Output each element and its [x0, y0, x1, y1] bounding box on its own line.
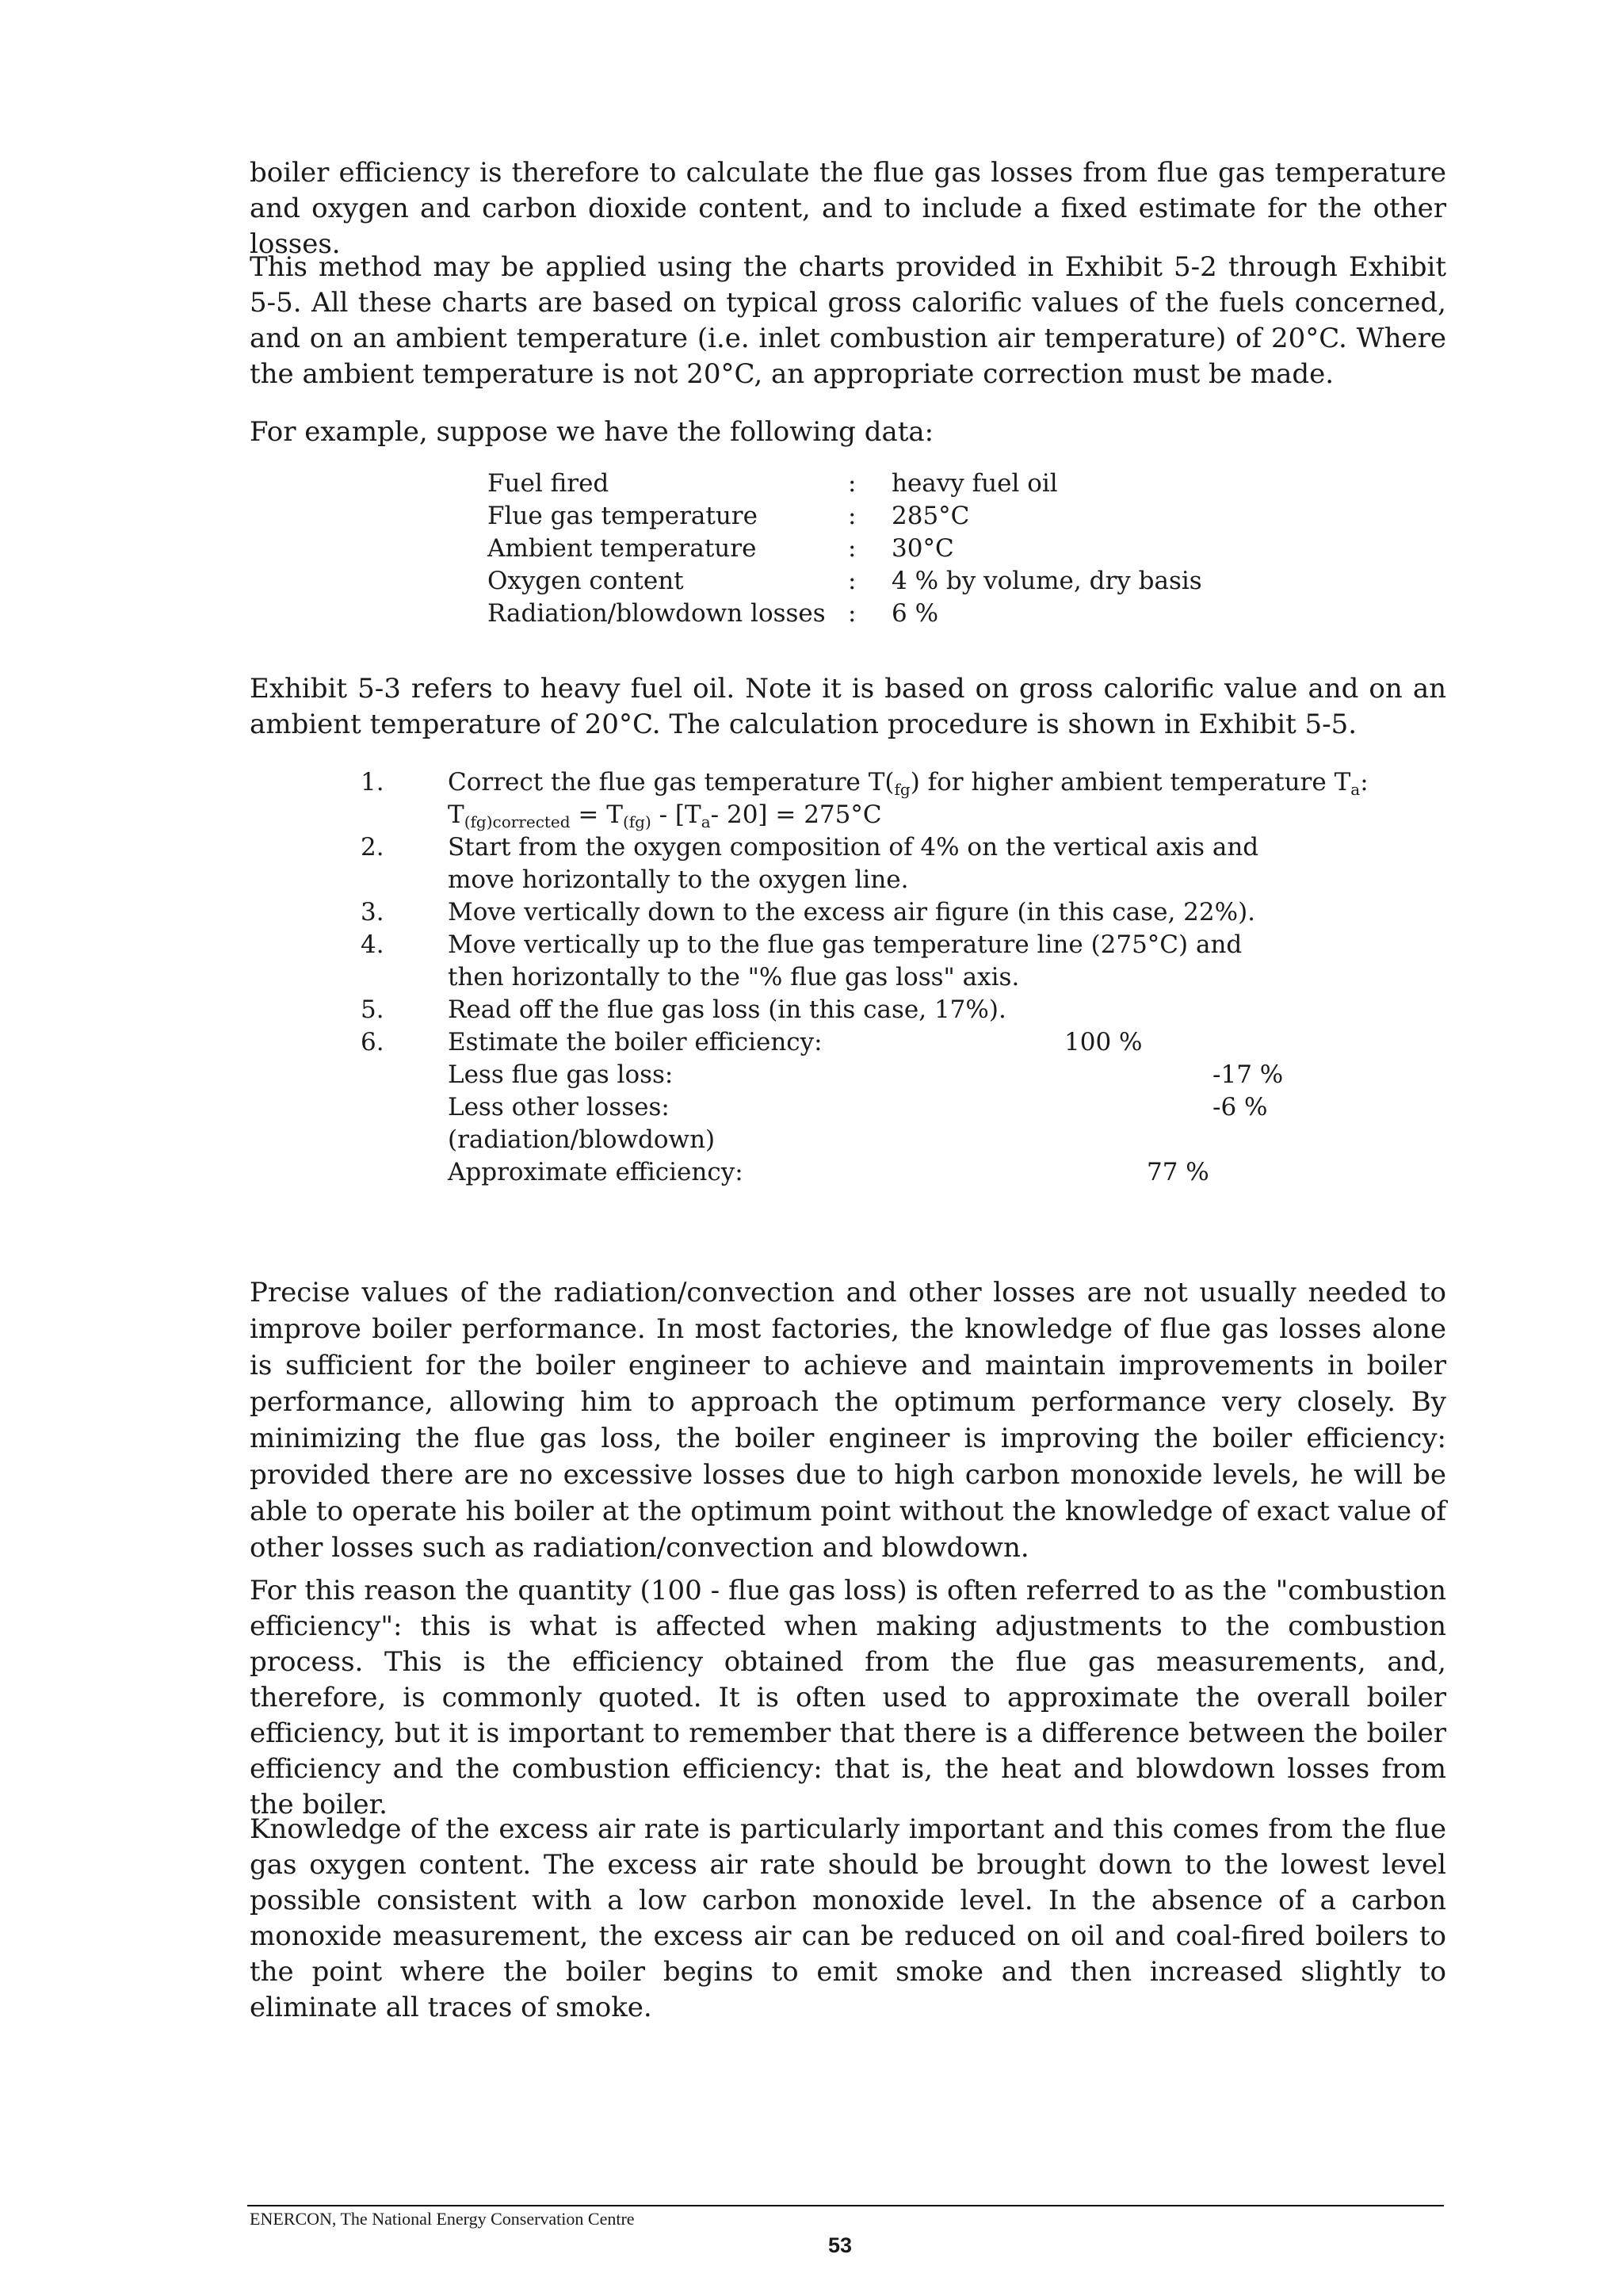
paragraph-intro: boiler efficiency is therefore to calculate the flue gas losses from flue gas temperature and oxygen and carbon dioxide content, and to include a fixed estimate for the other losses. — [250, 157, 1446, 260]
data-separator: : — [848, 534, 857, 563]
other-losses-label: Less other losses: — [448, 1093, 670, 1121]
data-label: Radiation/blowdown losses — [487, 599, 826, 628]
flue-gas-loss-label: Less flue gas loss: — [448, 1060, 674, 1089]
calculation-steps-list — [361, 766, 1391, 1189]
approximate-efficiency-row — [448, 1156, 1391, 1189]
paragraph-excess-air: Knowledge of the excess air rate is particularly important and this comes from the flue gas oxygen content. The excess air rate should be brought down to the lowest level possible consistent with a low carbon monoxide level. In the absence of a carbon monoxide measurement, the excess air can be reduced on oil and coal-fired boilers to the point where the boiler begins to emit smoke and then increased slightly to eliminate all traces of smoke. — [250, 1813, 1446, 2023]
approximate-efficiency-value: 77 % — [1147, 1158, 1209, 1186]
estimate-label: Estimate the boiler efficiency: — [448, 1028, 823, 1056]
efficiency-estimate-row — [448, 1026, 1391, 1059]
step-text: Correct the flue gas temperature $T(_{fg})$ for higher ambient temperature $T_a$: — [448, 768, 1369, 799]
other-losses-value: -6 % — [1212, 1093, 1268, 1121]
data-separator: : — [848, 469, 857, 498]
step-text: Move vertically down to the excess air figure (in this case, 22%). — [448, 898, 1256, 926]
other-losses-note: (radiation/blowdown) — [448, 1125, 716, 1154]
data-value: 4 % by volume, dry basis — [892, 567, 1202, 595]
step-text: Move vertically up to the flue gas temperature line (275°C) and then horizontally to the "% flue gas loss" axis. — [448, 930, 1243, 991]
step-number: 2. — [361, 833, 384, 861]
table-row — [487, 533, 1202, 565]
list-item — [361, 831, 1391, 896]
data-label: Ambient temperature — [487, 534, 757, 563]
step-number: 4. — [361, 930, 384, 959]
paragraph-method: This method may be applied using the charts provided in Exhibit 5-2 through Exhibit 5-5. All these charts are based on typical gross calorific values of the fuels concerned, and on an ambient temperature (i.e. inlet combustion air temperature) of 20°C. Where the ambient temperature is not 20°C, an appropriate correction must be made. — [250, 251, 1446, 390]
temperature-correction-formula: $T_{(fg)corrected} = T_{(fg)} - [T_a-$ 20] = 275°C — [448, 800, 882, 831]
paragraph-example-lead: For example, suppose we have the following data: — [250, 416, 934, 448]
flue-gas-loss-value: -17 % — [1212, 1060, 1284, 1089]
example-data-table — [487, 468, 1202, 630]
data-value: 30°C — [892, 534, 954, 563]
paragraph-precise-values: Precise values of the radiation/convection and other losses are not usually needed to improve boiler performance. In most factories, the knowledge of flue gas losses alone is sufficient for the boiler engineer to achieve and maintain improvements in boiler performance, allowing him to approach the optimum performance very closely. By minimizing the flue gas loss, the boiler engineer is improving the boiler efficiency: provided there are no excessive losses due to high carbon monoxide levels, he will be able to operate his boiler at the optimum point without the knowledge of exact value of other losses such as radiation/convection and blowdown. — [250, 1277, 1446, 1564]
step-number: 6. — [361, 1028, 384, 1056]
list-item — [361, 766, 1391, 831]
data-value: 6 % — [892, 599, 939, 628]
data-separator: : — [848, 567, 857, 595]
data-separator: : — [848, 502, 857, 530]
other-losses-note-row — [448, 1124, 1391, 1156]
table-row — [487, 500, 1202, 533]
table-row — [487, 598, 1202, 630]
page-number: 53 — [827, 2233, 853, 2257]
approximate-efficiency-label: Approximate efficiency: — [448, 1158, 743, 1186]
footer-organization: ENERCON, The National Energy Conservation Centre — [250, 2209, 635, 2229]
step-text: Start from the oxygen composition of 4% on the vertical axis and move horizontally to the oxygen line. — [448, 833, 1259, 894]
data-value: 285°C — [892, 502, 970, 530]
other-losses-row — [448, 1091, 1391, 1124]
list-item — [361, 929, 1391, 994]
list-item — [361, 1026, 1391, 1189]
flue-gas-loss-row — [448, 1059, 1391, 1091]
paragraph-exhibit-reference: Exhibit 5-3 refers to heavy fuel oil. Note it is based on gross calorific value and on an ambient temperature of 20°C. The calculation procedure is shown in Exhibit 5-5. — [250, 673, 1446, 740]
list-item — [361, 896, 1391, 929]
list-item — [361, 994, 1391, 1026]
data-label: Oxygen content — [487, 567, 684, 595]
data-value: heavy fuel oil — [892, 469, 1058, 498]
step-number: 1. — [361, 768, 384, 797]
table-row — [487, 565, 1202, 598]
step-number: 5. — [361, 995, 384, 1024]
footer-divider — [247, 2205, 1444, 2206]
estimate-value: 100 % — [1064, 1028, 1143, 1056]
step-number: 3. — [361, 898, 384, 926]
table-row — [487, 468, 1202, 500]
data-label: Fuel fired — [487, 469, 609, 498]
data-label: Flue gas temperature — [487, 502, 758, 530]
paragraph-combustion-efficiency: For this reason the quantity (100 - flue gas loss) is often referred to as the "combustion efficiency": this is what is affected when making adjustments to the combustion process. This is the efficiency obtained from the flue gas measurements, and, therefore, is commonly quoted. It is often used to approximate the overall boiler efficiency, but it is important to remember that there is a difference between the boiler efficiency and the combustion efficiency: that is, the heat and blowdown losses from the boiler. — [250, 1575, 1446, 1820]
step-text: Read off the flue gas loss (in this case, 17%). — [448, 995, 1006, 1024]
data-separator: : — [848, 599, 857, 628]
